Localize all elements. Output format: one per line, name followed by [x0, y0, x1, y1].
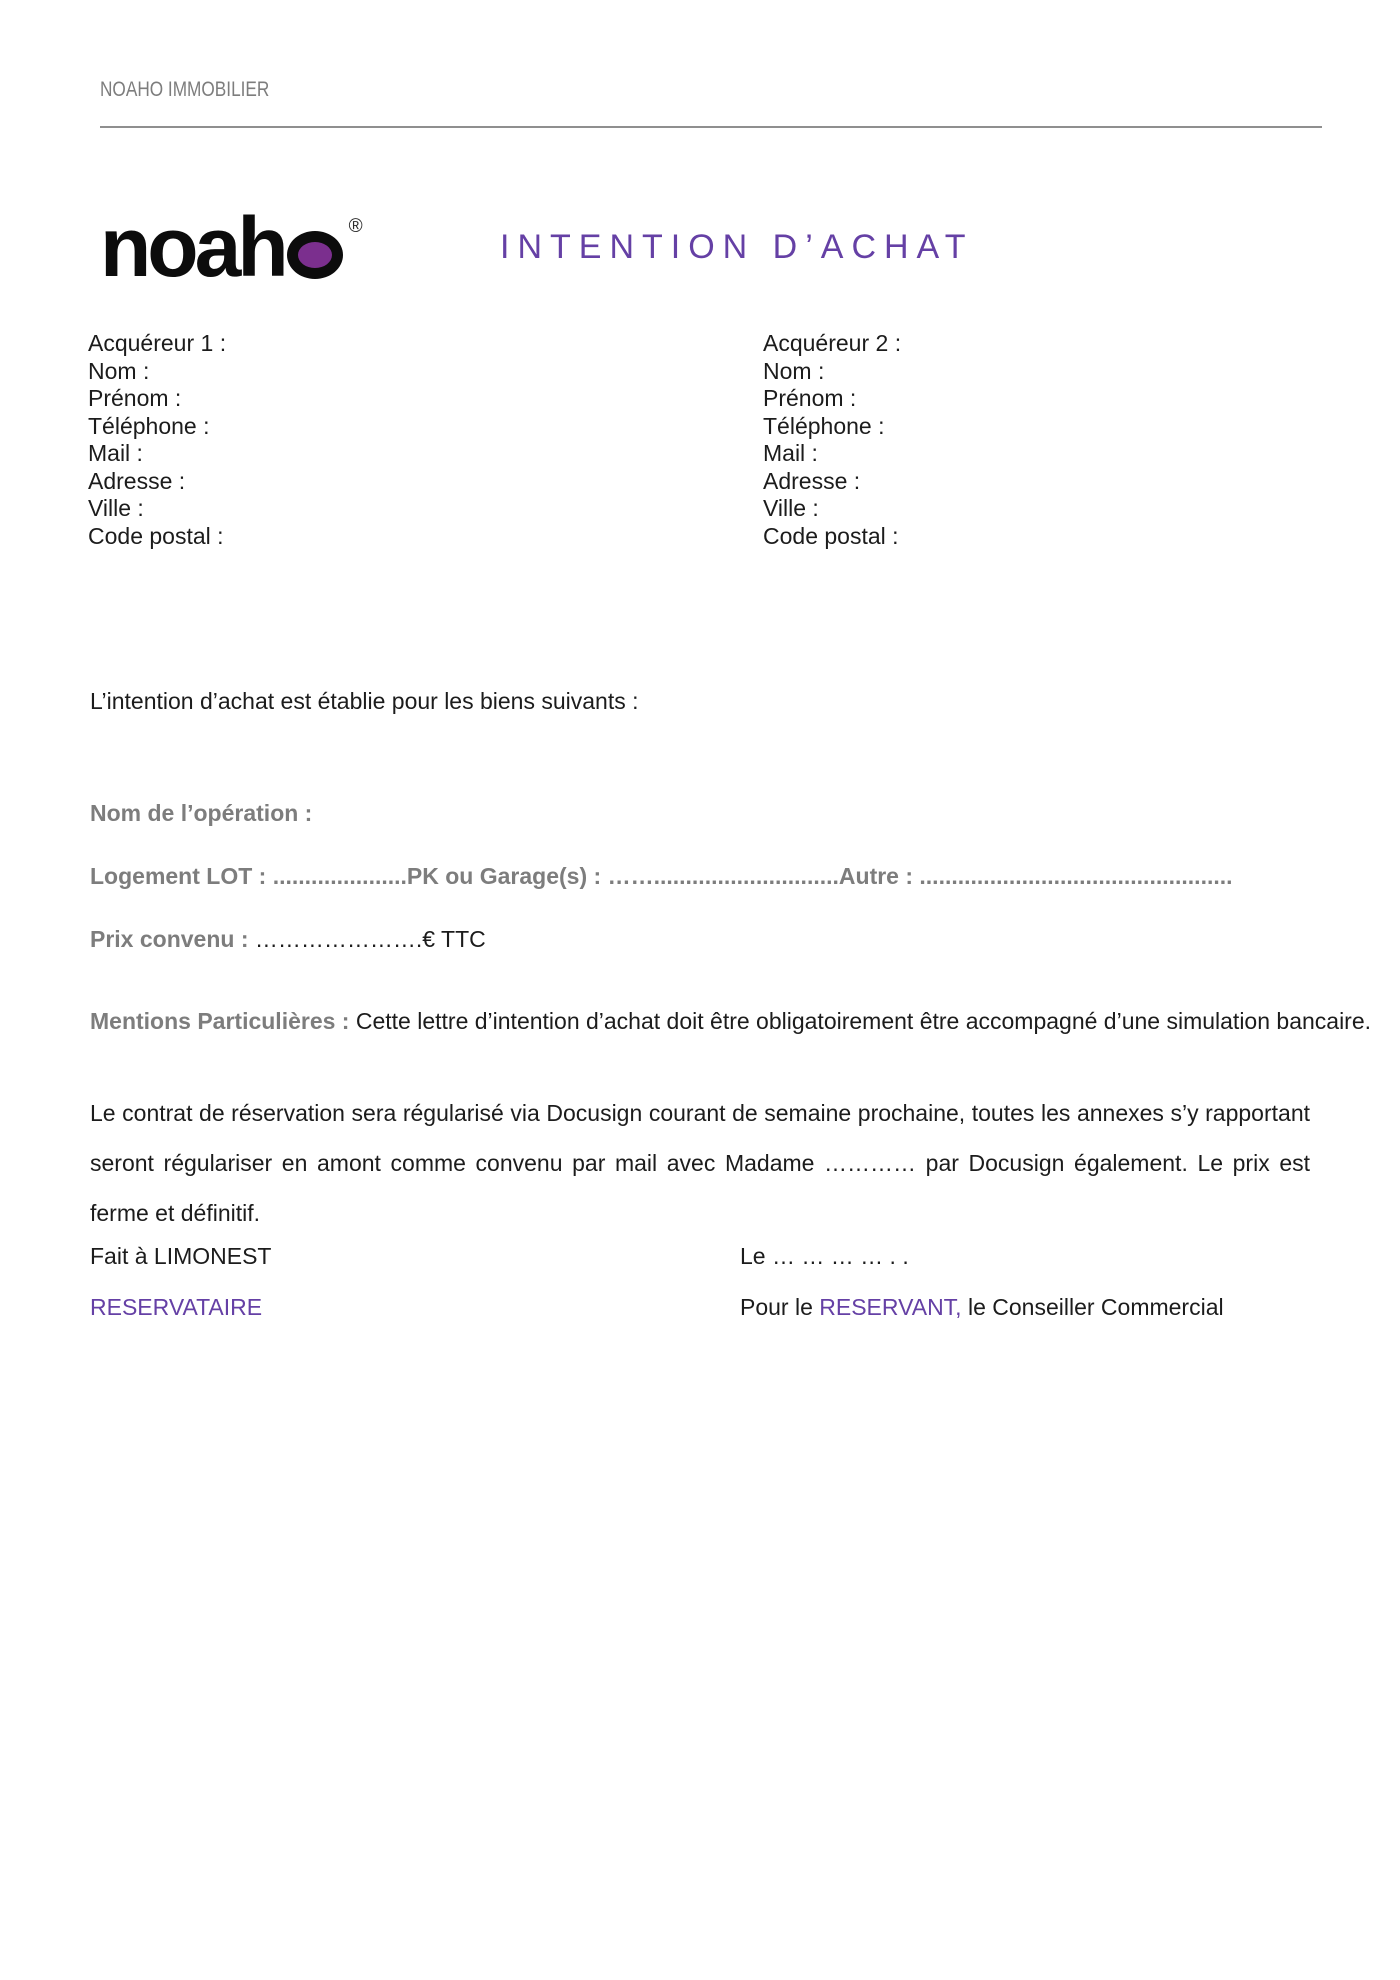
buyer-2-field-telephone: Téléphone :: [763, 412, 885, 439]
date-prefix: Le: [740, 1243, 772, 1269]
registered-trademark-icon: ®: [348, 216, 363, 237]
buyer-2-field-prenom: Prénom :: [763, 385, 857, 411]
pk-garage-label: PK ou Garage(s) :: [406, 863, 608, 889]
buyer-1-heading: Acquéreur 1 :: [88, 330, 227, 356]
buyer-2-field-code-postal: Code postal :: [763, 522, 899, 549]
buyer-2-field-mail: Mail :: [763, 440, 818, 466]
mentions-text: Cette lettre d’intention d’achat doit être obligatoirement être accompagné d’une simulation bancaire.: [355, 1008, 1372, 1034]
buyer-2-block: [763, 330, 901, 550]
reservant-line: [740, 1294, 1224, 1321]
buyer-2-field-nom: Nom :: [763, 357, 825, 384]
lot-line: [90, 863, 1233, 890]
autre-dotted-field: .................................................: [919, 863, 1233, 889]
reservant-highlight: RESERVANT,: [819, 1294, 962, 1320]
autre-label: Autre :: [838, 863, 920, 889]
header-divider: [100, 126, 1322, 128]
price-label: Prix convenu :: [90, 926, 255, 952]
mentions-line: [90, 1008, 1371, 1035]
price-dotted-field: ………………….: [254, 926, 423, 952]
buyer-1-field-code-postal: Code postal :: [88, 522, 224, 549]
logement-lot-label: Logement LOT :: [90, 863, 273, 889]
buyer-1-block: [88, 330, 226, 550]
reservant-prefix: Pour le: [740, 1294, 820, 1320]
price-currency-suffix: € TTC: [422, 926, 486, 952]
reservataire-label: RESERVATAIRE: [90, 1294, 263, 1320]
price-line: [90, 926, 486, 953]
logo-wordmark: noah: [100, 200, 285, 294]
buyer-1-field-telephone: Téléphone :: [88, 412, 210, 439]
buyer-2-field-ville: Ville :: [763, 495, 819, 521]
buyer-2-heading: Acquéreur 2 :: [763, 330, 902, 356]
made-at-line: Fait à LIMONEST: [90, 1243, 272, 1269]
contract-paragraph: Le contrat de réservation sera régularisé via Docusign courant de semaine prochaine, toutes les annexes s’y rapportant seront régulariser en amont comme convenu par mail avec Madame ………… par Docusign également. Le prix est ferme et définitif.: [90, 1100, 1310, 1226]
operation-name-label: [90, 800, 312, 827]
company-header: NOAHO IMMOBILIER: [100, 78, 270, 101]
pk-garage-dotted-field: …….............................: [607, 863, 839, 889]
logement-lot-dotted-field: .....................: [272, 863, 407, 889]
logo-final-o-icon: [287, 231, 343, 279]
mentions-label: Mentions Particulières :: [90, 1008, 356, 1034]
intro-sentence: L’intention d’achat est établie pour les biens suivants :: [90, 688, 639, 714]
date-dotted-field: … … … … . .: [771, 1243, 909, 1269]
reservant-suffix: le Conseiller Commercial: [961, 1294, 1224, 1320]
date-line: [740, 1243, 909, 1270]
buyer-2-field-adresse: Adresse :: [763, 467, 861, 494]
operation-label: Nom de l’opération :: [90, 800, 313, 826]
page-title: INTENTION D’ACHAT: [500, 228, 974, 266]
buyer-1-field-ville: Ville :: [88, 495, 144, 521]
buyer-1-field-prenom: Prénom :: [88, 385, 182, 411]
buyer-1-field-nom: Nom :: [88, 357, 150, 384]
buyer-1-field-adresse: Adresse :: [88, 467, 186, 494]
noaho-logo: [100, 200, 363, 294]
buyer-1-field-mail: Mail :: [88, 440, 143, 466]
